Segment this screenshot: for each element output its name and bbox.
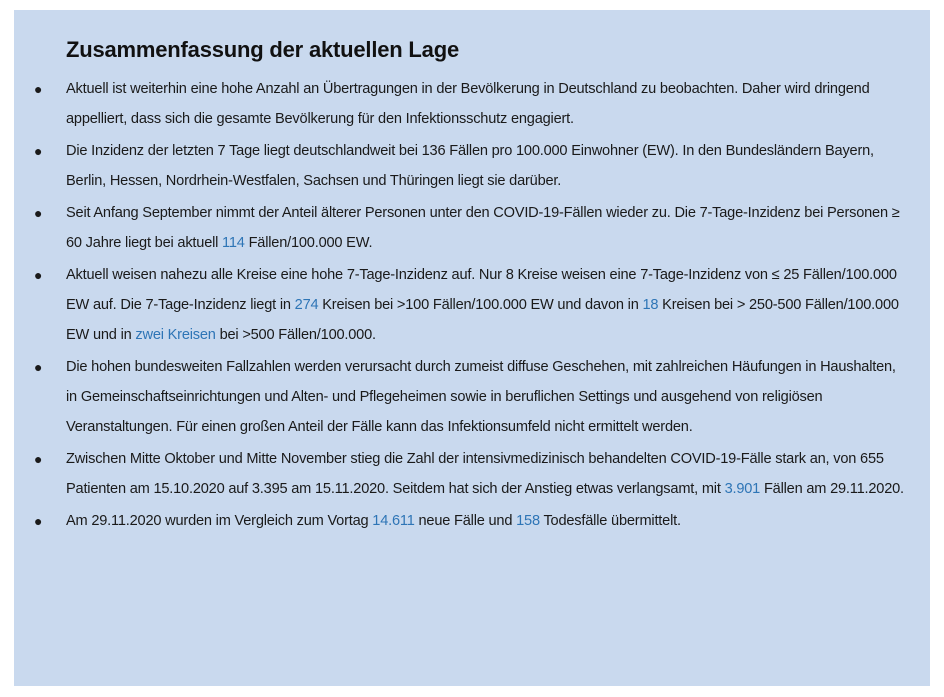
bullet-text: Fällen am 29.11.2020. [760,481,904,497]
bullet-dot-icon: ● [34,81,43,97]
bullet-item [30,198,908,258]
bullet-text: Fällen/100.000 EW. [244,235,373,251]
bullet-item [30,74,908,134]
bullet-dot-icon: ● [34,267,43,283]
summary-bullet-list [30,74,908,536]
bullet-dot-icon: ● [34,513,43,529]
bullet-text: Aktuell ist weiterhin eine hohe Anzahl an Übertragungen in der Bevölkerung in Deutschland zu beobachten. Daher wird dringend appelliert, dass sich die gesamte Bevölkerung für den Infektionsschutz engagiert. [66,81,870,127]
bullet-text: Seit Anfang September nimmt der Anteil älterer Personen unter den COVID-19-Fällen wieder zu. Die 7-Tage-Inzidenz bei Personen ≥ 60 Jahre liegt bei aktuell [66,205,900,251]
bullet-text: bei >500 Fällen/100.000. [215,327,376,343]
highlighted-value: zwei Kreisen [135,327,216,343]
bullet-text: Die hohen bundesweiten Fallzahlen werden verursacht durch zumeist diffuse Geschehen, mit zahlreichen Häufungen in Haushalten, in Gemeinschaftseinrichtungen und Alten- und Pflegeheimen sowie in beruflichen Settings und ausgehend von religiösen Veranstaltungen. Für einen großen Anteil der Fälle kann das Infektionsumfeld nicht ermittelt werden. [66,359,896,435]
highlighted-value: 18 [642,297,659,313]
summary-title: Zusammenfassung der aktuellen Lage [66,37,459,62]
bullet-dot-icon: ● [34,205,43,221]
bullet-dot-icon: ● [34,143,43,159]
bullet-item [30,260,908,350]
highlighted-value: 274 [294,297,319,313]
bullet-text: Todesfälle übermittelt. [539,513,681,529]
highlighted-value: 158 [516,513,540,529]
bullet-text: Die Inzidenz der letzten 7 Tage liegt deutschlandweit bei 136 Fällen pro 100.000 Einwohner (EW). In den Bundesländern Bayern, Berlin, Hessen, Nordrhein-Westfalen, Sachsen und Thüringen liegt sie darüber. [66,143,874,189]
summary-panel [14,10,930,686]
highlighted-value: 114 [222,235,245,251]
bullet-item [30,506,908,536]
bullet-text: Kreisen bei >100 Fällen/100.000 EW und davon in [318,297,643,313]
bullet-dot-icon: ● [34,359,43,375]
bullet-text: Am 29.11.2020 wurden im Vergleich zum Vortag [66,513,373,529]
highlighted-value: 14.611 [372,513,415,529]
bullet-item [30,352,908,442]
bullet-text: Kreisen bei > 250-500 Fällen/100.000 EW und in [66,297,899,343]
bullet-text: Zwischen Mitte Oktober und Mitte November stieg die Zahl der intensivmedizinisch behandelten COVID-19-Fälle stark an, von 655 Patienten am 15.10.2020 auf 3.395 am 15.11.2020. Seitdem hat sich der Anstieg etwas verlangsamt, mit [66,451,884,497]
highlighted-value: 3.901 [724,481,761,497]
bullet-item [30,444,908,504]
bullet-dot-icon: ● [34,451,43,467]
bullet-text: Aktuell weisen nahezu alle Kreise eine hohe 7-Tage-Inzidenz auf. Nur 8 Kreise weisen eine 7-Tage-Inzidenz von ≤ 25 Fällen/100.000 EW auf. Die 7-Tage-Inzidenz liegt in [66,267,897,313]
bullet-text: neue Fälle und [414,513,517,529]
bullet-item [30,136,908,196]
